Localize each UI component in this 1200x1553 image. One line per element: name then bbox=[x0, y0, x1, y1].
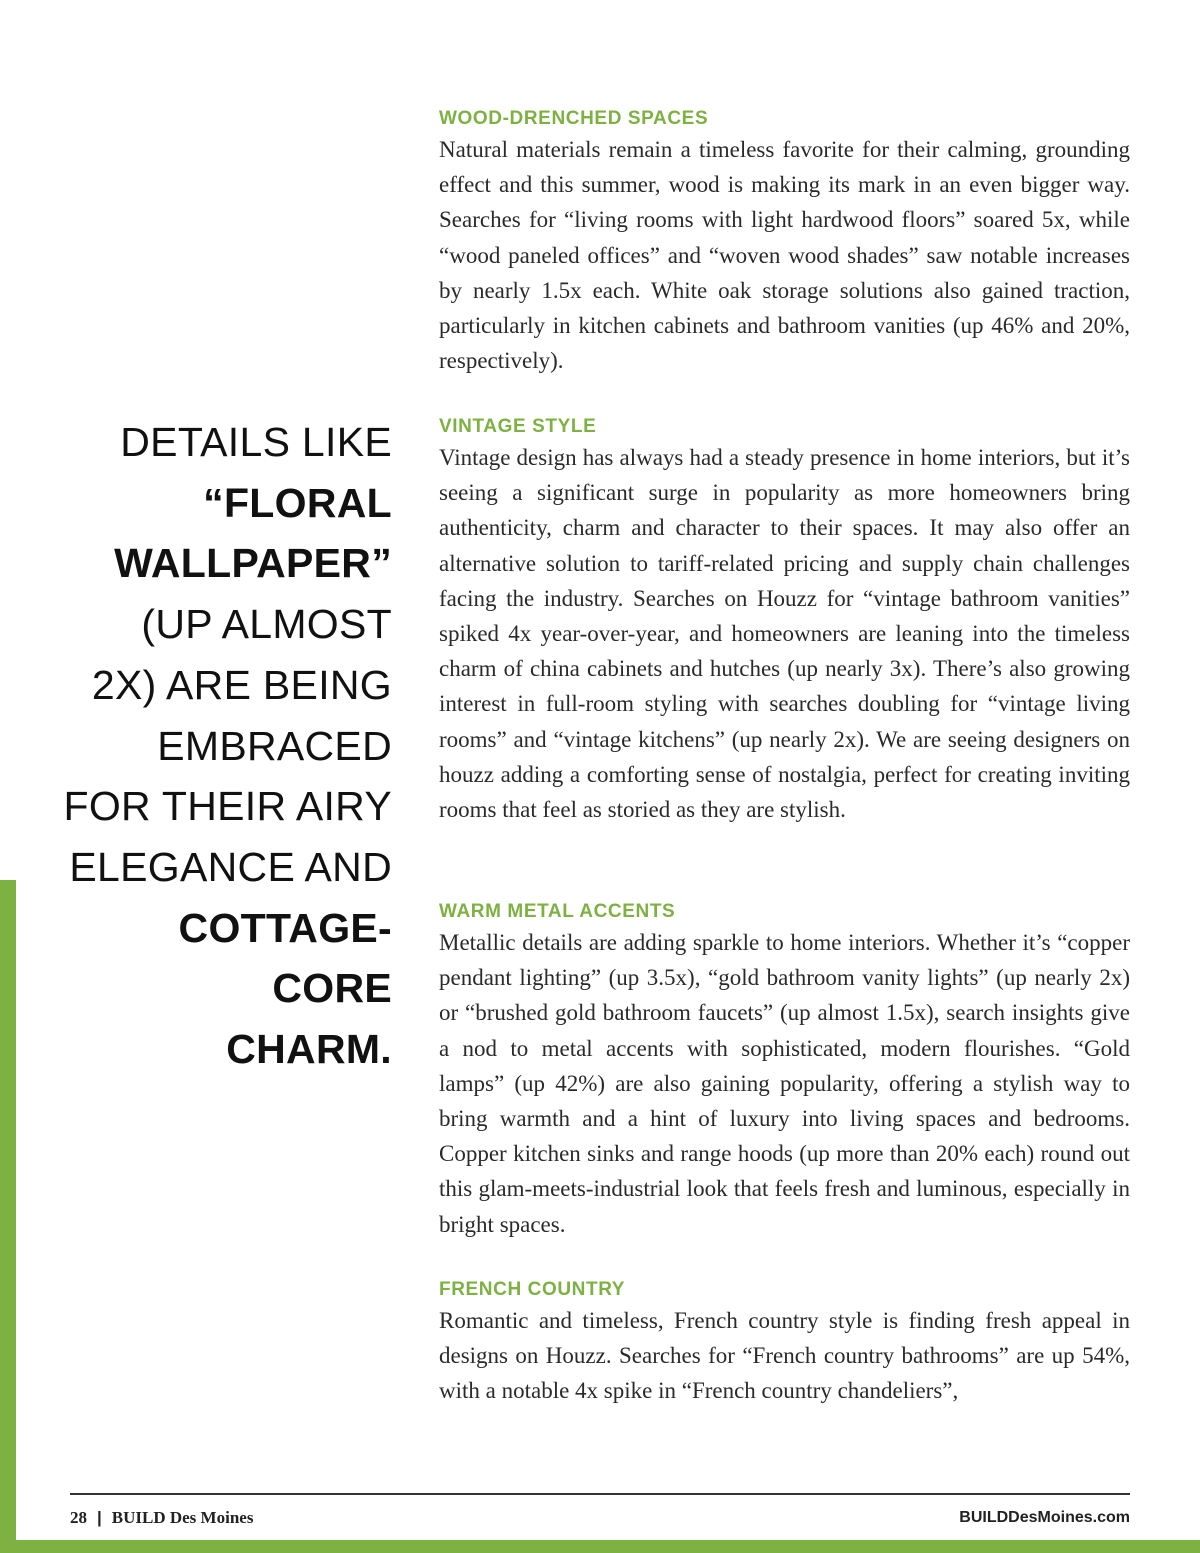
footer-left bbox=[70, 1508, 253, 1528]
section-body: Natural materials remain a timeless favorite for their calming, grounding effect and this summer, wood is making its mark in an even bigger way. Searches for “living rooms with light hardwood floors” soared 5x, while “wood paneled offices” and “woven wood shades” saw notable increases by nearly 1.5x each. White oak storage solutions also gained traction, particularly in kitchen cabinets and bathroom vanities (up 46% and 20%, respectively). bbox=[439, 137, 1130, 374]
pull-quote-line: DETAILS LIKE bbox=[120, 419, 392, 465]
footer-separator: | bbox=[97, 1508, 102, 1527]
section-heading: WOOD-DRENCHED SPACES bbox=[439, 108, 709, 129]
section-heading: FRENCH COUNTRY bbox=[439, 1279, 626, 1300]
page-number: 28 bbox=[70, 1508, 87, 1527]
pull-quote-line: 2X) ARE BEING bbox=[91, 661, 392, 708]
section-warm-metal-accents bbox=[439, 899, 1130, 1242]
pull-quote-line: COTTAGE-CORE bbox=[178, 904, 392, 1012]
pull-quote-line: FOR THEIR AIRY bbox=[63, 783, 392, 830]
section-wood-drenched-spaces bbox=[439, 106, 1130, 378]
pull-quote-line: (UP ALMOST bbox=[141, 601, 392, 648]
section-body: Metallic details are adding sparkle to home interiors. Whether it’s “copper pendant lighting” (up 3.5x), “gold bathroom vanity lights” (up nearly 2x) or “brushed gold bathroom faucets” (up almost 1.5x), search insights give a nod to metal accents with sophisticated, modern flourishes. “Gold lamps” (up 42%) are also gaining popularity, offering a stylish way to bring warmth and a hint of luxury into living spaces and bedrooms. Copper kitchen sinks and range hoods (up more than 20% each) round out this glam-meets-industrial look that feels fresh and luminous, especially in bright spaces. bbox=[439, 930, 1130, 1237]
footer-divider bbox=[70, 1493, 1130, 1495]
pull-quote-line: CHARM. bbox=[226, 1026, 392, 1073]
pull-quote-line: WALLPAPER” bbox=[114, 540, 392, 587]
section-french-country bbox=[439, 1277, 1130, 1409]
bottom-accent-bar bbox=[0, 1540, 1200, 1553]
pull-quote-line: EMBRACED bbox=[157, 722, 392, 769]
left-accent-bar bbox=[0, 880, 16, 1553]
section-vintage-style bbox=[439, 414, 1130, 827]
section-body: Romantic and timeless, French country style is finding fresh appeal in designs on Houzz. Searches for “French country bathrooms” are up 54%, with a notable 4x spike in “French country chandeliers”, bbox=[439, 1308, 1130, 1404]
section-heading: VINTAGE STYLE bbox=[439, 416, 597, 437]
footer-website: BUILDDesMoines.com bbox=[959, 1509, 1130, 1526]
pull-quote-line: “FLORAL bbox=[203, 479, 392, 526]
section-body: Vintage design has always had a steady presence in home interiors, but it’s seeing a significant surge in popularity as more homeowners bring authenticity, charm and character to their spaces. It may also offer an alternative solution to tariff-related pricing and supply chain challenges facing the industry. Searches on Houzz for “vintage bathroom vanities” spiked 4x year-over-year, and homeowners are leaning into the timeless charm of china cabinets and hutches (up nearly 3x). There’s also growing interest in full-room styling with searches doubling for “vintage living rooms” and “vintage kitchens” (up nearly 2x). We are seeing designers on houzz adding a comforting sense of nostalgia, perfect for creating inviting rooms that feel as storied as they are stylish. bbox=[439, 445, 1130, 823]
publication-name: BUILD Des Moines bbox=[111, 1508, 254, 1527]
pull-quote bbox=[60, 412, 392, 1080]
pull-quote-line: ELEGANCE AND bbox=[69, 843, 392, 890]
section-heading: WARM METAL ACCENTS bbox=[439, 901, 676, 922]
